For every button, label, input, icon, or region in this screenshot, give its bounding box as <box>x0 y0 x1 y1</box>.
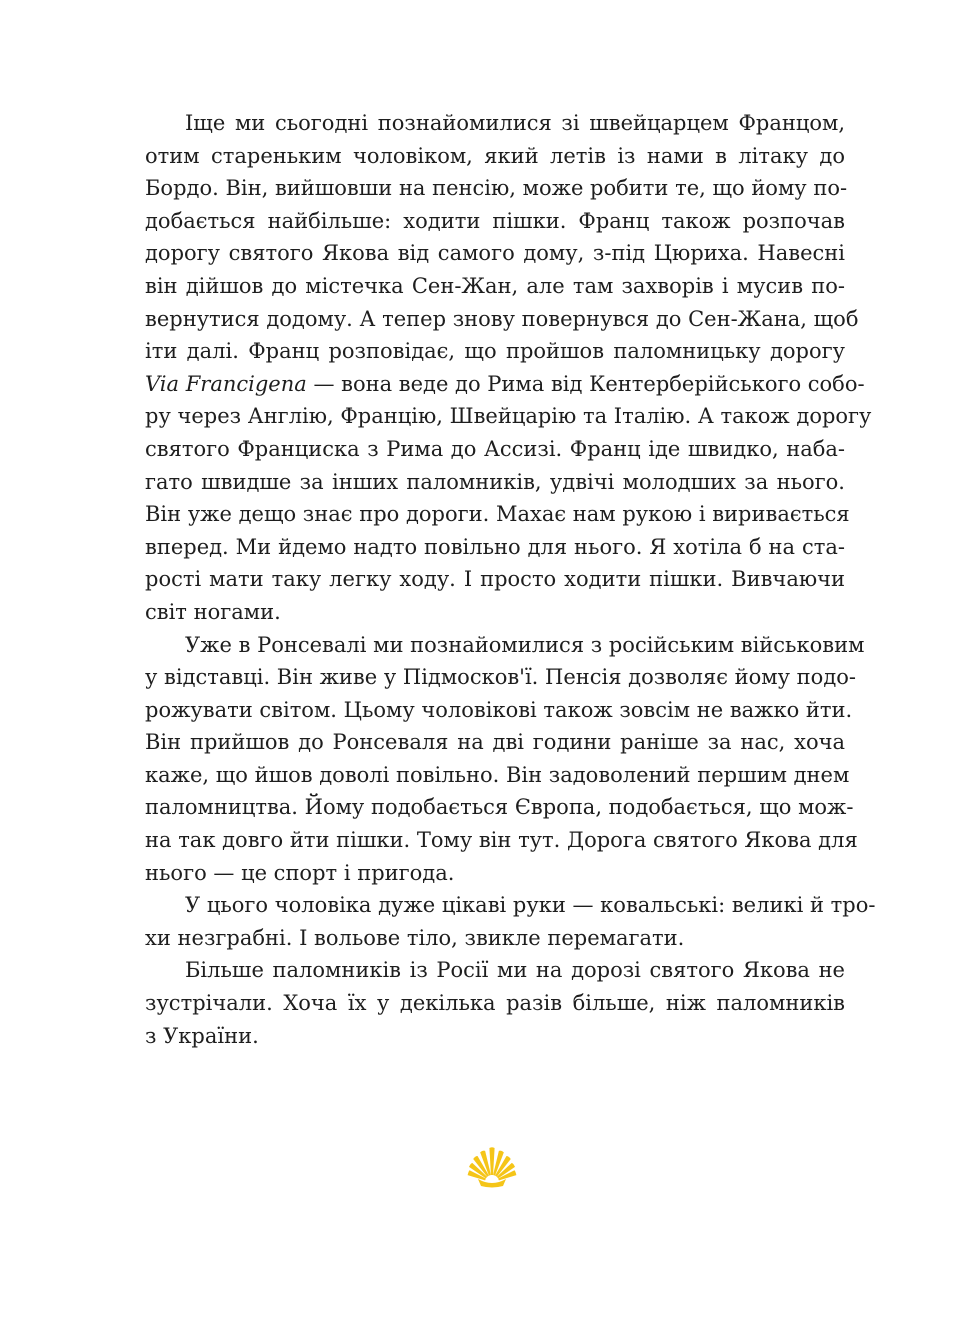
italic-title: Via Francigena <box>145 371 307 396</box>
text-line: з України. <box>145 1023 259 1048</box>
text-line: на так довго йти пішки. Тому він тут. Дорога святого Якова для <box>145 828 858 853</box>
paragraph <box>145 889 876 954</box>
body-text <box>145 107 876 1052</box>
text-segment: — вона веде до Рима від Кентерберійського собо- <box>306 371 865 396</box>
text-line: рожувати світом. Цьому чоловікові також зовсім не важко йти. <box>145 697 853 722</box>
text-line: отим стареньким чоловіком, який летів із нами в літаку до <box>145 143 845 168</box>
paragraph <box>145 629 865 890</box>
text-line: вперед. Ми йдемо надто повільно для нього. Я хотіла б на ста- <box>145 534 845 559</box>
text-line: хи незграбні. І вольове тіло, звикле перемагати. <box>145 925 685 950</box>
scallop-shell-icon <box>462 1142 522 1188</box>
text-line: Він прийшов до Ронсеваля на дві години раніше за нас, хоча <box>145 730 845 755</box>
text-line: нього — це спорт і пригода. <box>145 860 455 885</box>
text-line: рості мати таку легку ходу. І просто ходити пішки. Вивчаючи <box>145 567 845 592</box>
text-line: Уже в Ронсевалі ми познайомилися з російським військовим <box>185 632 865 657</box>
text-line: каже, що йшов доволі повільно. Він задоволений першим днем <box>145 762 850 787</box>
text-line: ру через Англію, Францію, Швейцарію та Італію. А також дорогу <box>145 404 872 429</box>
paragraph <box>145 954 845 1052</box>
text-line: Бордо. Він, вийшовши на пенсію, може робити те, що йому по- <box>145 176 848 201</box>
text-line: У цього чоловіка дуже цікаві руки — ковальські: великі й тро- <box>185 893 876 918</box>
text-line: гато швидше за інших паломників, удвічі молодших за нього. <box>145 469 845 494</box>
text-line: добається найбільше: ходити пішки. Франц також розпочав <box>145 208 845 233</box>
text-line: святого Франциска з Рима до Ассизі. Франц іде швидко, наба- <box>145 436 845 461</box>
text-line: зустрічали. Хоча їх у декілька разів більше, ніж паломників <box>145 991 845 1016</box>
text-line: Іще ми сьогодні познайомилися зі швейцарцем Францом, <box>185 111 845 135</box>
text-line: він дійшов до містечка Сен-Жан, але там захворів і мусив по- <box>145 273 845 298</box>
text-line: Більше паломників із Росії ми на дорозі святого Якова не <box>185 958 845 983</box>
text-line: у відставці. Він живе у Підмосков'ї. Пенсія дозволяє йому подо- <box>145 665 856 690</box>
text-line: дорогу святого Якова від самого дому, з-під Цюриха. Навесні <box>145 241 845 266</box>
paragraph <box>145 107 872 629</box>
text-line <box>145 368 865 401</box>
text-line: вернутися додому. А тепер знову повернувся до Сен-Жана, щоб <box>145 306 859 331</box>
text-line: паломництва. Йому подобається Європа, подобається, що мож- <box>145 795 854 820</box>
text-line: Він уже дещо знає про дороги. Махає нам рукою і виривається <box>145 502 850 527</box>
text-line: іти далі. Франц розповідає, що пройшов паломницьку дорогу <box>145 339 845 364</box>
text-line: світ ногами. <box>145 599 281 624</box>
